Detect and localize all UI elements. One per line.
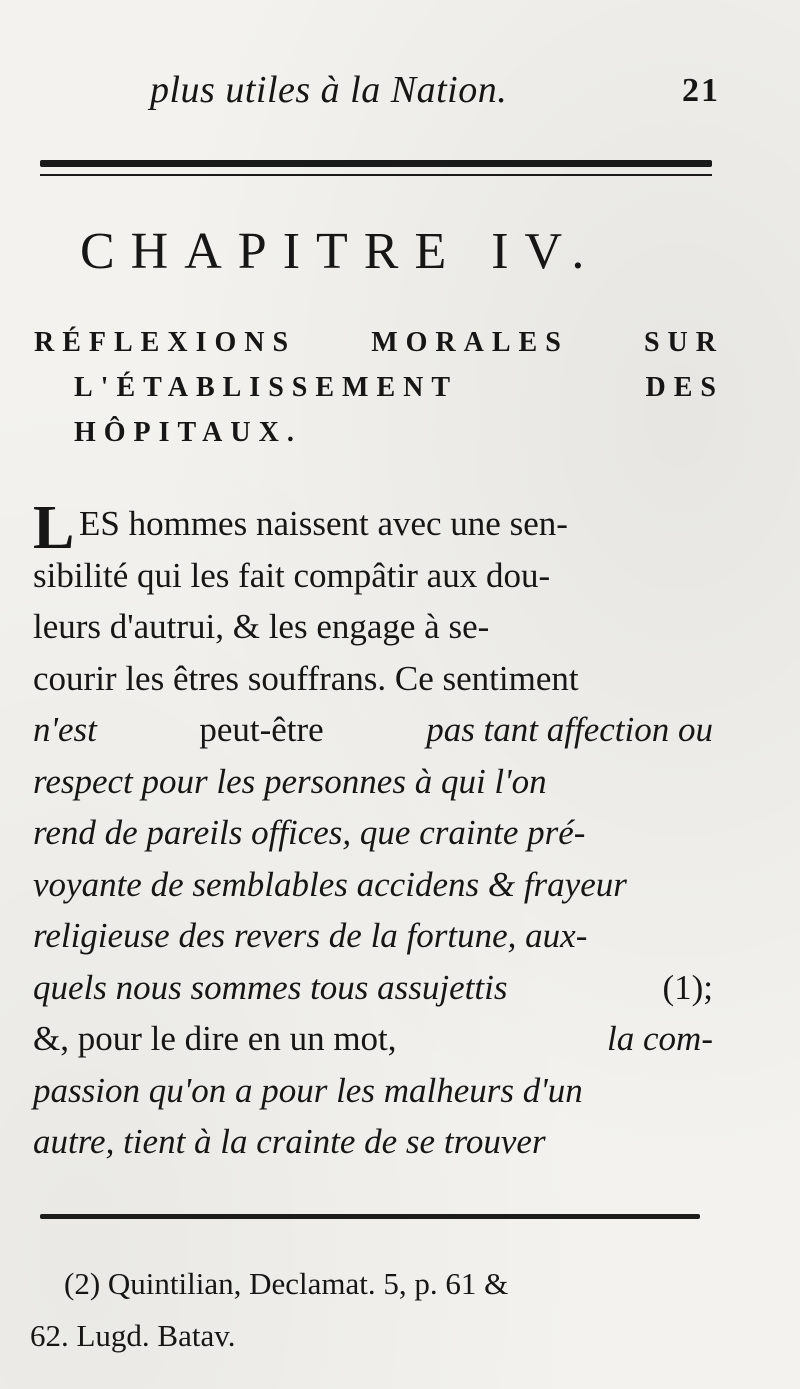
body-segment: autre, tient à la crainte de se trouver [33, 1122, 546, 1161]
subtitle-line-2 [34, 365, 724, 410]
subtitle-word: L'ÉTABLISSEMENT [74, 372, 459, 403]
header-rule-thick [40, 160, 712, 167]
subtitle-word: RÉFLEXIONS [34, 327, 297, 358]
body-segment: rend de pareils offices, que crainte pré- [33, 813, 586, 852]
body-line [33, 962, 713, 1014]
body-line [33, 910, 713, 962]
subtitle-word: SUR [643, 327, 724, 358]
body-line [33, 756, 713, 808]
body-line [33, 807, 713, 859]
body-segment: respect pour les personnes à qui l'on [33, 761, 547, 801]
body-line [33, 1065, 713, 1117]
chapter-subtitle [34, 320, 724, 455]
body-line [33, 1116, 713, 1168]
footnote-rule [40, 1214, 700, 1219]
subtitle-word: MORALES [371, 327, 569, 358]
body-line [33, 601, 713, 653]
body-text [33, 494, 713, 1168]
footnote [30, 1258, 720, 1362]
drop-cap: L [33, 494, 75, 562]
body-segment: voyante de semblables accidens & frayeur [33, 864, 627, 904]
body-segment: religieuse des revers de la fortune, aux- [33, 916, 588, 955]
body-segment: peut-être [199, 710, 324, 749]
page-number: 21 [682, 72, 720, 109]
body-segment: &, pour le dire en un mot, [33, 1019, 397, 1058]
subtitle-word: HÔPITAUX. [74, 417, 302, 448]
body-line [33, 704, 713, 756]
body-segment: pas tant affection ou [426, 710, 713, 749]
footnote-line: (2) Quintilian, Declamat. 5, p. 61 & [64, 1266, 509, 1301]
body-line [33, 859, 713, 911]
body-segment: ES hommes naissent avec une sen- [79, 504, 568, 543]
header-rule-thin [40, 174, 712, 176]
body-segment: courir les êtres souffrans. Ce sentiment [33, 658, 579, 698]
subtitle-word: DES [645, 372, 724, 403]
running-title: plus utiles à la Nation. [150, 69, 508, 111]
body-line [33, 498, 713, 550]
body-segment: passion qu'on a pour les malheurs d'un [33, 1070, 583, 1110]
subtitle-line-3 [34, 410, 724, 455]
chapter-title: CHAPITRE IV. [80, 223, 601, 280]
body-segment: (1); [662, 967, 713, 1007]
body-line [33, 653, 713, 705]
body-line [33, 1013, 713, 1065]
subtitle-line-1 [34, 320, 724, 365]
body-segment: leurs d'autrui, & les engage à se- [33, 607, 490, 646]
body-segment: quels nous sommes tous assujettis [33, 967, 508, 1007]
running-head [150, 62, 720, 122]
body-segment: la com- [607, 1019, 713, 1058]
body-line [33, 550, 713, 602]
body-segment: sibilité qui les fait compâtir aux dou- [33, 555, 551, 595]
footnote-line: 62. Lugd. Batav. [30, 1318, 236, 1353]
body-segment: n'est [33, 710, 97, 749]
